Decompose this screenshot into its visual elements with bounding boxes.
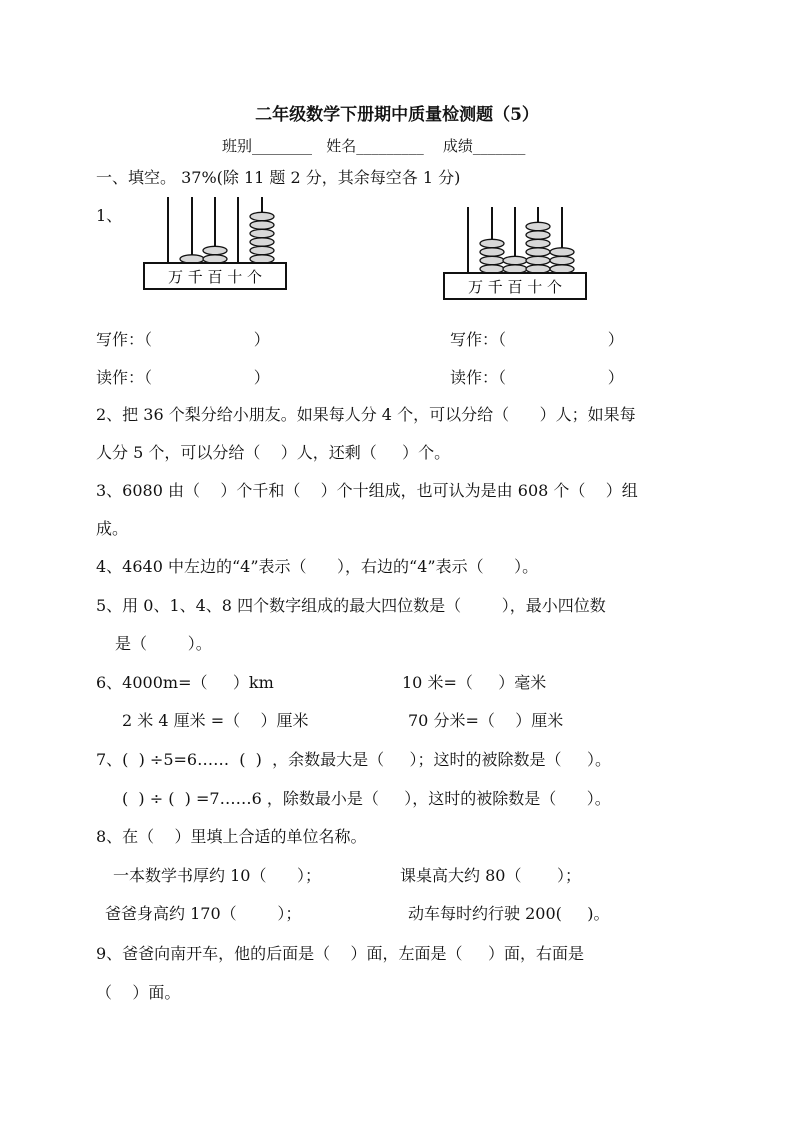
abacus-1-bead-hundreds: [203, 246, 227, 254]
question-1-number: 1、: [96, 206, 123, 225]
abacus-1-bead-hundreds: [203, 255, 227, 263]
student-info-line: 班别________ 姓名_________ 成绩_______: [222, 137, 526, 155]
q5-line-2: 是（ ）。: [115, 634, 212, 653]
abacus-2-bead-hundreds: [503, 265, 527, 273]
page-title: 二年级数学下册期中质量检测题（5）: [255, 105, 539, 125]
abacus-2-bead-thousands: [480, 265, 504, 273]
abacus-2-bead-tens: [526, 222, 550, 230]
q8-item-b: 课桌高大约 80（ ）；: [400, 866, 582, 885]
q1-read-right: 读作：（ ）: [450, 368, 624, 387]
q6-item-b: 10 米=（ ）毫米: [402, 673, 547, 692]
abacus-1-bead-thousands: [180, 255, 204, 263]
abacus-2-bead-ones: [550, 256, 574, 264]
abacus-1: [140, 195, 290, 293]
abacus-2-beads: [480, 222, 574, 273]
abacus-1-label: 万 千 百 十 个: [167, 268, 263, 286]
abacus-2-bead-tens: [526, 248, 550, 256]
q9-line-1: 9、爸爸向南开车，他的后面是（ ）面，左面是（ ）面，右面是: [96, 944, 584, 963]
abacus-1-bead-ones: [250, 212, 274, 220]
abacus-1-bead-ones: [250, 221, 274, 229]
q1-write-left: 写作：（ ）: [96, 330, 270, 349]
abacus-2-label: 万 千 百 十 个: [467, 278, 563, 296]
q8-item-a: 一本数学书厚约 10（ ）；: [113, 866, 321, 885]
abacus-2-bead-tens: [526, 256, 550, 264]
abacus-2-bead-thousands: [480, 256, 504, 264]
q8-item-d: 动车每时约行驶 200( )。: [408, 904, 610, 923]
q2-line-2: 人分 5 个，可以分给（ ）人，还剩（ ）个。: [96, 443, 451, 462]
abacus-2-bead-ones: [550, 265, 574, 273]
section-heading: 一、填空。 37%(除 11 题 2 分，其余每空各 1 分): [96, 168, 461, 187]
q4-line: 4、4640 中左边的“4”表示（ ），右边的“4”表示（ ）。: [96, 557, 539, 576]
abacus-1-bead-ones: [250, 255, 274, 263]
q6-item-c: 2 米 4 厘米 =（ ）厘米: [122, 711, 309, 730]
abacus-1-bead-ones: [250, 246, 274, 254]
abacus-2-bead-tens: [526, 265, 550, 273]
q3-line-1: 3、6080 由（ ）个千和（ ）个十组成，也可认为是由 608 个（ ）组: [96, 481, 638, 500]
q5-line-1: 5、用 0、1、4、8 四个数字组成的最大四位数是（ ），最小四位数: [96, 596, 606, 615]
abacus-2-bead-ones: [550, 248, 574, 256]
q1-read-left: 读作：（ ）: [96, 368, 270, 387]
q8-line-1: 8、在（ ）里填上合适的单位名称。: [96, 827, 367, 846]
abacus-2-bead-tens: [526, 239, 550, 247]
abacus-2-bead-hundreds: [503, 256, 527, 264]
abacus-2-bead-tens: [526, 231, 550, 239]
q9-line-2: （ ）面。: [96, 983, 181, 1002]
q8-item-c: 爸爸身高约 170（ ）；: [105, 904, 302, 923]
abacus-1-bead-ones: [250, 229, 274, 237]
abacus-1-beads: [180, 212, 274, 263]
q6-item-d: 70 分米=（ ）厘米: [408, 711, 564, 730]
abacus-2: [440, 205, 590, 303]
q1-write-right: 写作：（ ）: [450, 330, 624, 349]
abacus-2-bead-thousands: [480, 239, 504, 247]
q7-line-2: ( ) ÷ ( ) =7……6 ，除数最小是（ ），这时的被除数是（ ）。: [122, 789, 611, 808]
abacus-1-bead-ones: [250, 238, 274, 246]
q3-line-2: 成。: [96, 519, 129, 538]
abacus-2-bead-thousands: [480, 248, 504, 256]
q7-line-1: 7、( ) ÷5=6…… ( ) ，余数最大是（ ）；这时的被除数是（ ）。: [96, 750, 611, 769]
q2-line-1: 2、把 36 个梨分给小朋友。如果每人分 4 个，可以分给（ ）人；如果每: [96, 405, 636, 424]
q6-item-a: 6、4000m=（ ）km: [96, 673, 274, 692]
